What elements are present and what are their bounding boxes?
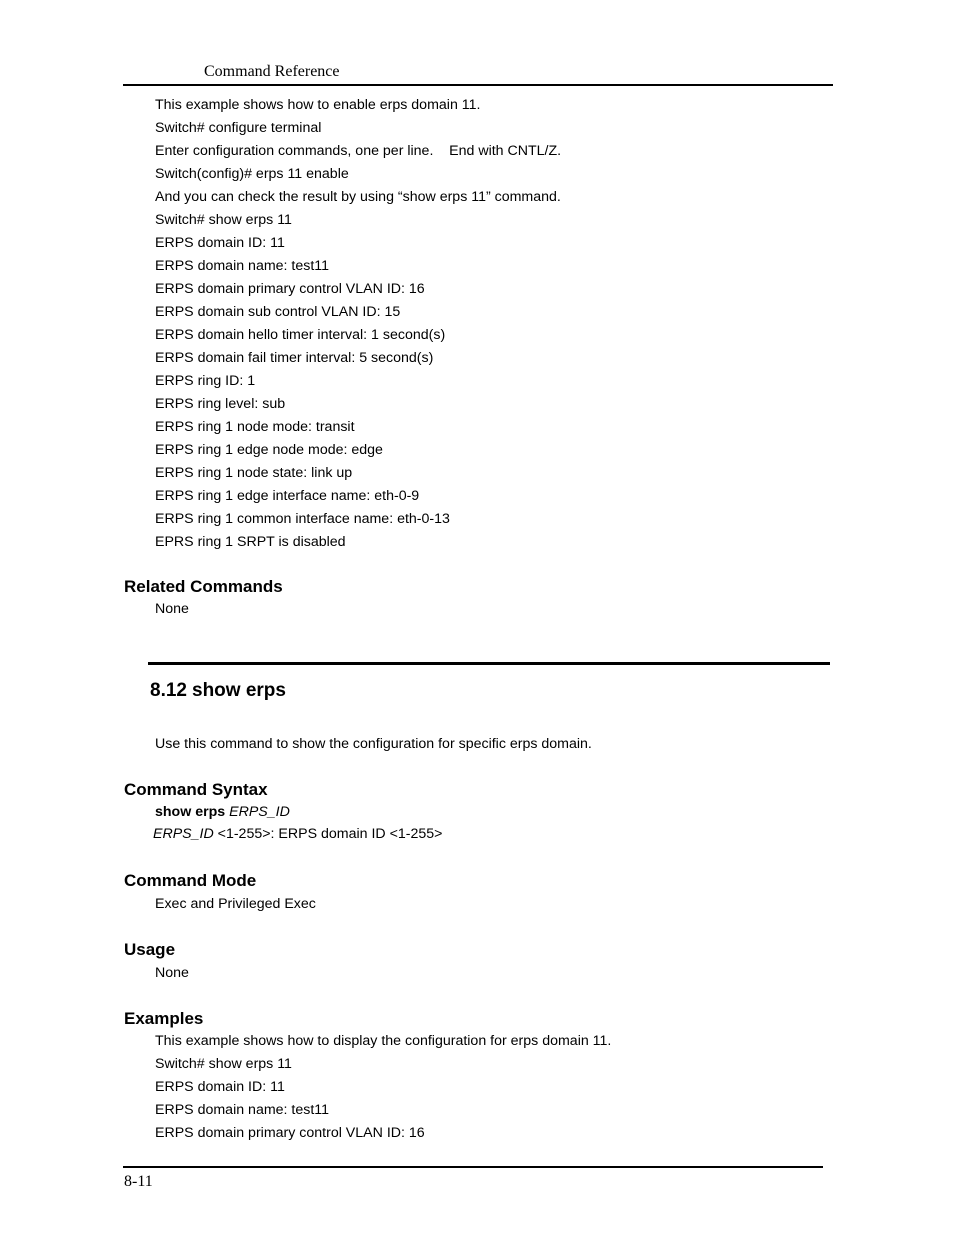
command-mode-text: Exec and Privileged Exec bbox=[155, 896, 316, 912]
running-header: Command Reference bbox=[204, 63, 340, 80]
example-line: ERPS domain ID: 11 bbox=[155, 1079, 285, 1095]
example-line: ERPS ring 1 edge interface name: eth-0-9 bbox=[155, 488, 420, 504]
related-commands-text: None bbox=[155, 601, 189, 617]
example-line: This example shows how to display the configuration for erps domain 11. bbox=[155, 1033, 612, 1049]
footer-rule bbox=[123, 1166, 823, 1168]
example-line: ERPS domain ID: 11 bbox=[155, 235, 285, 251]
examples-heading: Examples bbox=[124, 1009, 204, 1028]
section-title bbox=[150, 678, 286, 704]
example-line: Enter configuration commands, one per line. End with CNTL/Z. bbox=[155, 143, 562, 159]
syntax-line bbox=[155, 801, 290, 823]
param-name: ERPS_ID bbox=[153, 826, 214, 842]
command-mode-heading: Command Mode bbox=[124, 871, 257, 890]
section-name: show erps bbox=[192, 680, 286, 701]
page-number: 8-11 bbox=[124, 1173, 153, 1190]
section-description: Use this command to show the configuration for specific erps domain. bbox=[155, 736, 592, 752]
example-line: ERPS ring 1 edge node mode: edge bbox=[155, 442, 383, 458]
example-line: ERPS ring ID: 1 bbox=[155, 373, 256, 389]
example-output-bottom bbox=[155, 1030, 611, 1145]
usage-text: None bbox=[155, 965, 189, 981]
related-commands-heading: Related Commands bbox=[124, 577, 283, 596]
example-line: ERPS ring level: sub bbox=[155, 396, 286, 412]
example-line: ERPS ring 1 node mode: transit bbox=[155, 419, 355, 435]
example-line: ERPS domain name: test11 bbox=[155, 1102, 330, 1118]
example-line: Switch# configure terminal bbox=[155, 120, 322, 136]
param-line bbox=[153, 823, 442, 845]
section-number: 8.12 bbox=[150, 680, 187, 701]
syntax-command: show erps bbox=[155, 804, 226, 820]
example-line: And you can check the result by using “show erps 11” command. bbox=[155, 189, 561, 205]
example-line: ERPS ring 1 node state: link up bbox=[155, 465, 353, 481]
example-line: EPRS ring 1 SRPT is disabled bbox=[155, 534, 346, 550]
example-line: Switch(config)# erps 11 enable bbox=[155, 166, 349, 182]
example-line: ERPS ring 1 common interface name: eth-0-13 bbox=[155, 511, 450, 527]
command-syntax-heading: Command Syntax bbox=[124, 780, 268, 799]
example-line: Switch# show erps 11 bbox=[155, 1056, 292, 1072]
example-line: ERPS domain sub control VLAN ID: 15 bbox=[155, 304, 401, 320]
example-line: Switch# show erps 11 bbox=[155, 212, 292, 228]
syntax-param: ERPS_ID bbox=[229, 804, 290, 820]
example-line: ERPS domain name: test11 bbox=[155, 258, 330, 274]
section-rule bbox=[148, 662, 830, 665]
example-line: ERPS domain primary control VLAN ID: 16 bbox=[155, 281, 425, 297]
example-line: ERPS domain hello timer interval: 1 second(s) bbox=[155, 327, 446, 343]
example-line: ERPS domain primary control VLAN ID: 16 bbox=[155, 1125, 425, 1141]
header-rule bbox=[123, 84, 833, 86]
param-description: <1-255>: ERPS domain ID <1-255> bbox=[213, 826, 443, 842]
example-line: ERPS domain fail timer interval: 5 second(s) bbox=[155, 350, 434, 366]
example-line: This example shows how to enable erps domain 11. bbox=[155, 97, 481, 113]
example-output-top bbox=[155, 94, 561, 554]
usage-heading: Usage bbox=[124, 940, 176, 959]
